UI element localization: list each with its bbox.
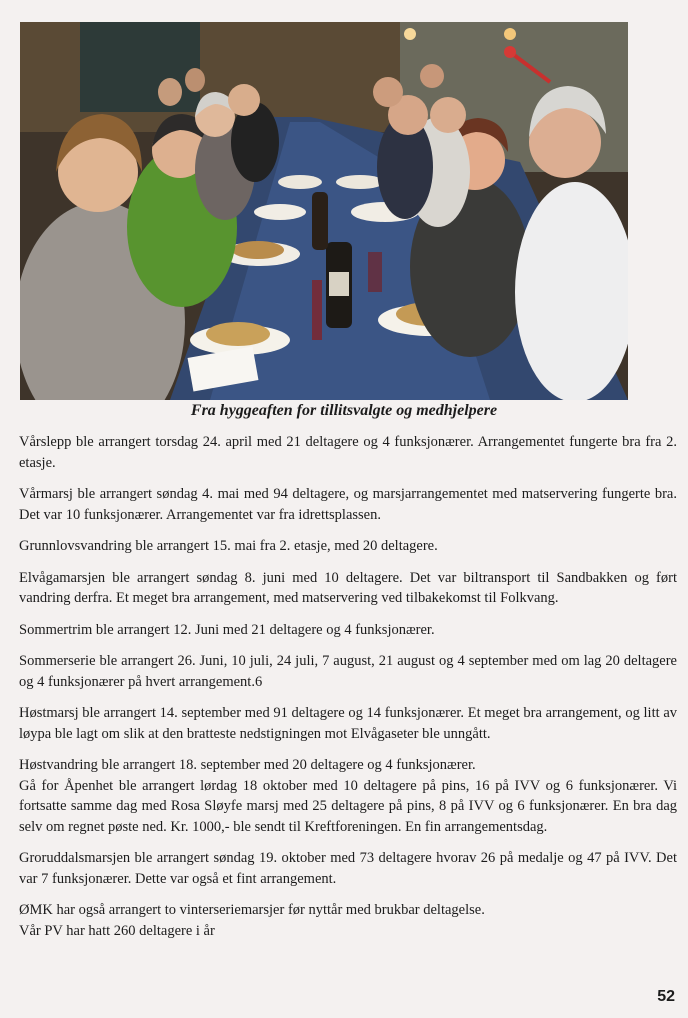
- page-number: 52: [657, 988, 675, 1005]
- paragraph-vinterseriemarsjer: ØMK har også arrangert to vinterseriemarsjer før nyttår med brukbar deltagelse.: [19, 902, 485, 918]
- paragraph-vaarslepp: Vårslepp ble arrangert torsdag 24. april med 21 deltagere og 4 funksjonærer. Arrangementet fungerte bra fra 2. etasje.: [19, 434, 677, 471]
- paragraph-elvaagamarsjen: Elvågamarsjen ble arrangert søndag 8. juni med 10 deltagere. Det var biltransport til Sandbakken og ført vandring derfra. Et meget bra arrangement, med matservering ved tilbakekomst til Folkvang.: [19, 569, 677, 606]
- paragraph-sommertrim: Sommertrim ble arrangert 12. Juni med 21 deltagere og 4 funksjonærer.: [19, 621, 435, 638]
- paragraph-vaarmarsj: Vårmarsj ble arrangert søndag 4. mai med 94 deltagere, og marsjarrangementet med matservering fungerte bra. Det var 10 funksjonærer. Arrangementet var fra idrettsplassen.: [19, 486, 677, 523]
- article-body: [19, 432, 677, 941]
- paragraph-hoestvandring: Høstvandring ble arrangert 18. september med 20 deltagere og 4 funksjonærer.: [19, 757, 476, 773]
- paragraph-grunnlovsvandring: Grunnlovsvandring ble arrangert 15. mai fra 2. etasje, med 20 deltagere.: [19, 538, 438, 554]
- paragraph-hoestmarsj: Høstmarsj ble arrangert 14. september med 91 deltagere og 14 funksjonærer. Et meget bra arrangement, og litt av løypa ble lagt om slik at den bratteste nedstigningen mot Elvågaseter ble unngått.: [19, 705, 677, 742]
- paragraph-groruddalsmarsjen: Groruddalsmarsjen ble arrangert søndag 19. oktober med 73 deltagere hvorav 26 på medalje og 47 på IVV. Det var 7 funksjonærer. Dette var også et fint arrangement.: [19, 850, 677, 887]
- paragraph-sommerserie: Sommerserie ble arrangert 26. Juni, 10 juli, 24 juli, 7 august, 21 august og 4 september med om lag 20 deltagere og 4 funksjonærer på hvert arrangement.6: [19, 653, 677, 690]
- paragraph-gaa-for-aapenhet: Gå for Åpenhet ble arrangert lørdag 18 oktober med 10 deltagere på pins, 16 på IVV og 6 funksjonærer. Vi fortsatte samme dag med Rosa Sløyfe marsj med 25 deltagere på pins, 8 på IVV og 6 funksjonærer. En bra dag selv om regnet pøste ned. Kr. 1000,- ble sendt til Kreftforeningen. En fin arrangementsdag.: [19, 777, 677, 835]
- photo-caption: Fra hyggeaften for tillitsvalgte og medhjelpere: [190, 402, 498, 419]
- paragraph-pv-deltagere: Vår PV har hatt 260 deltagere i år: [19, 922, 215, 939]
- event-photo: [20, 22, 628, 400]
